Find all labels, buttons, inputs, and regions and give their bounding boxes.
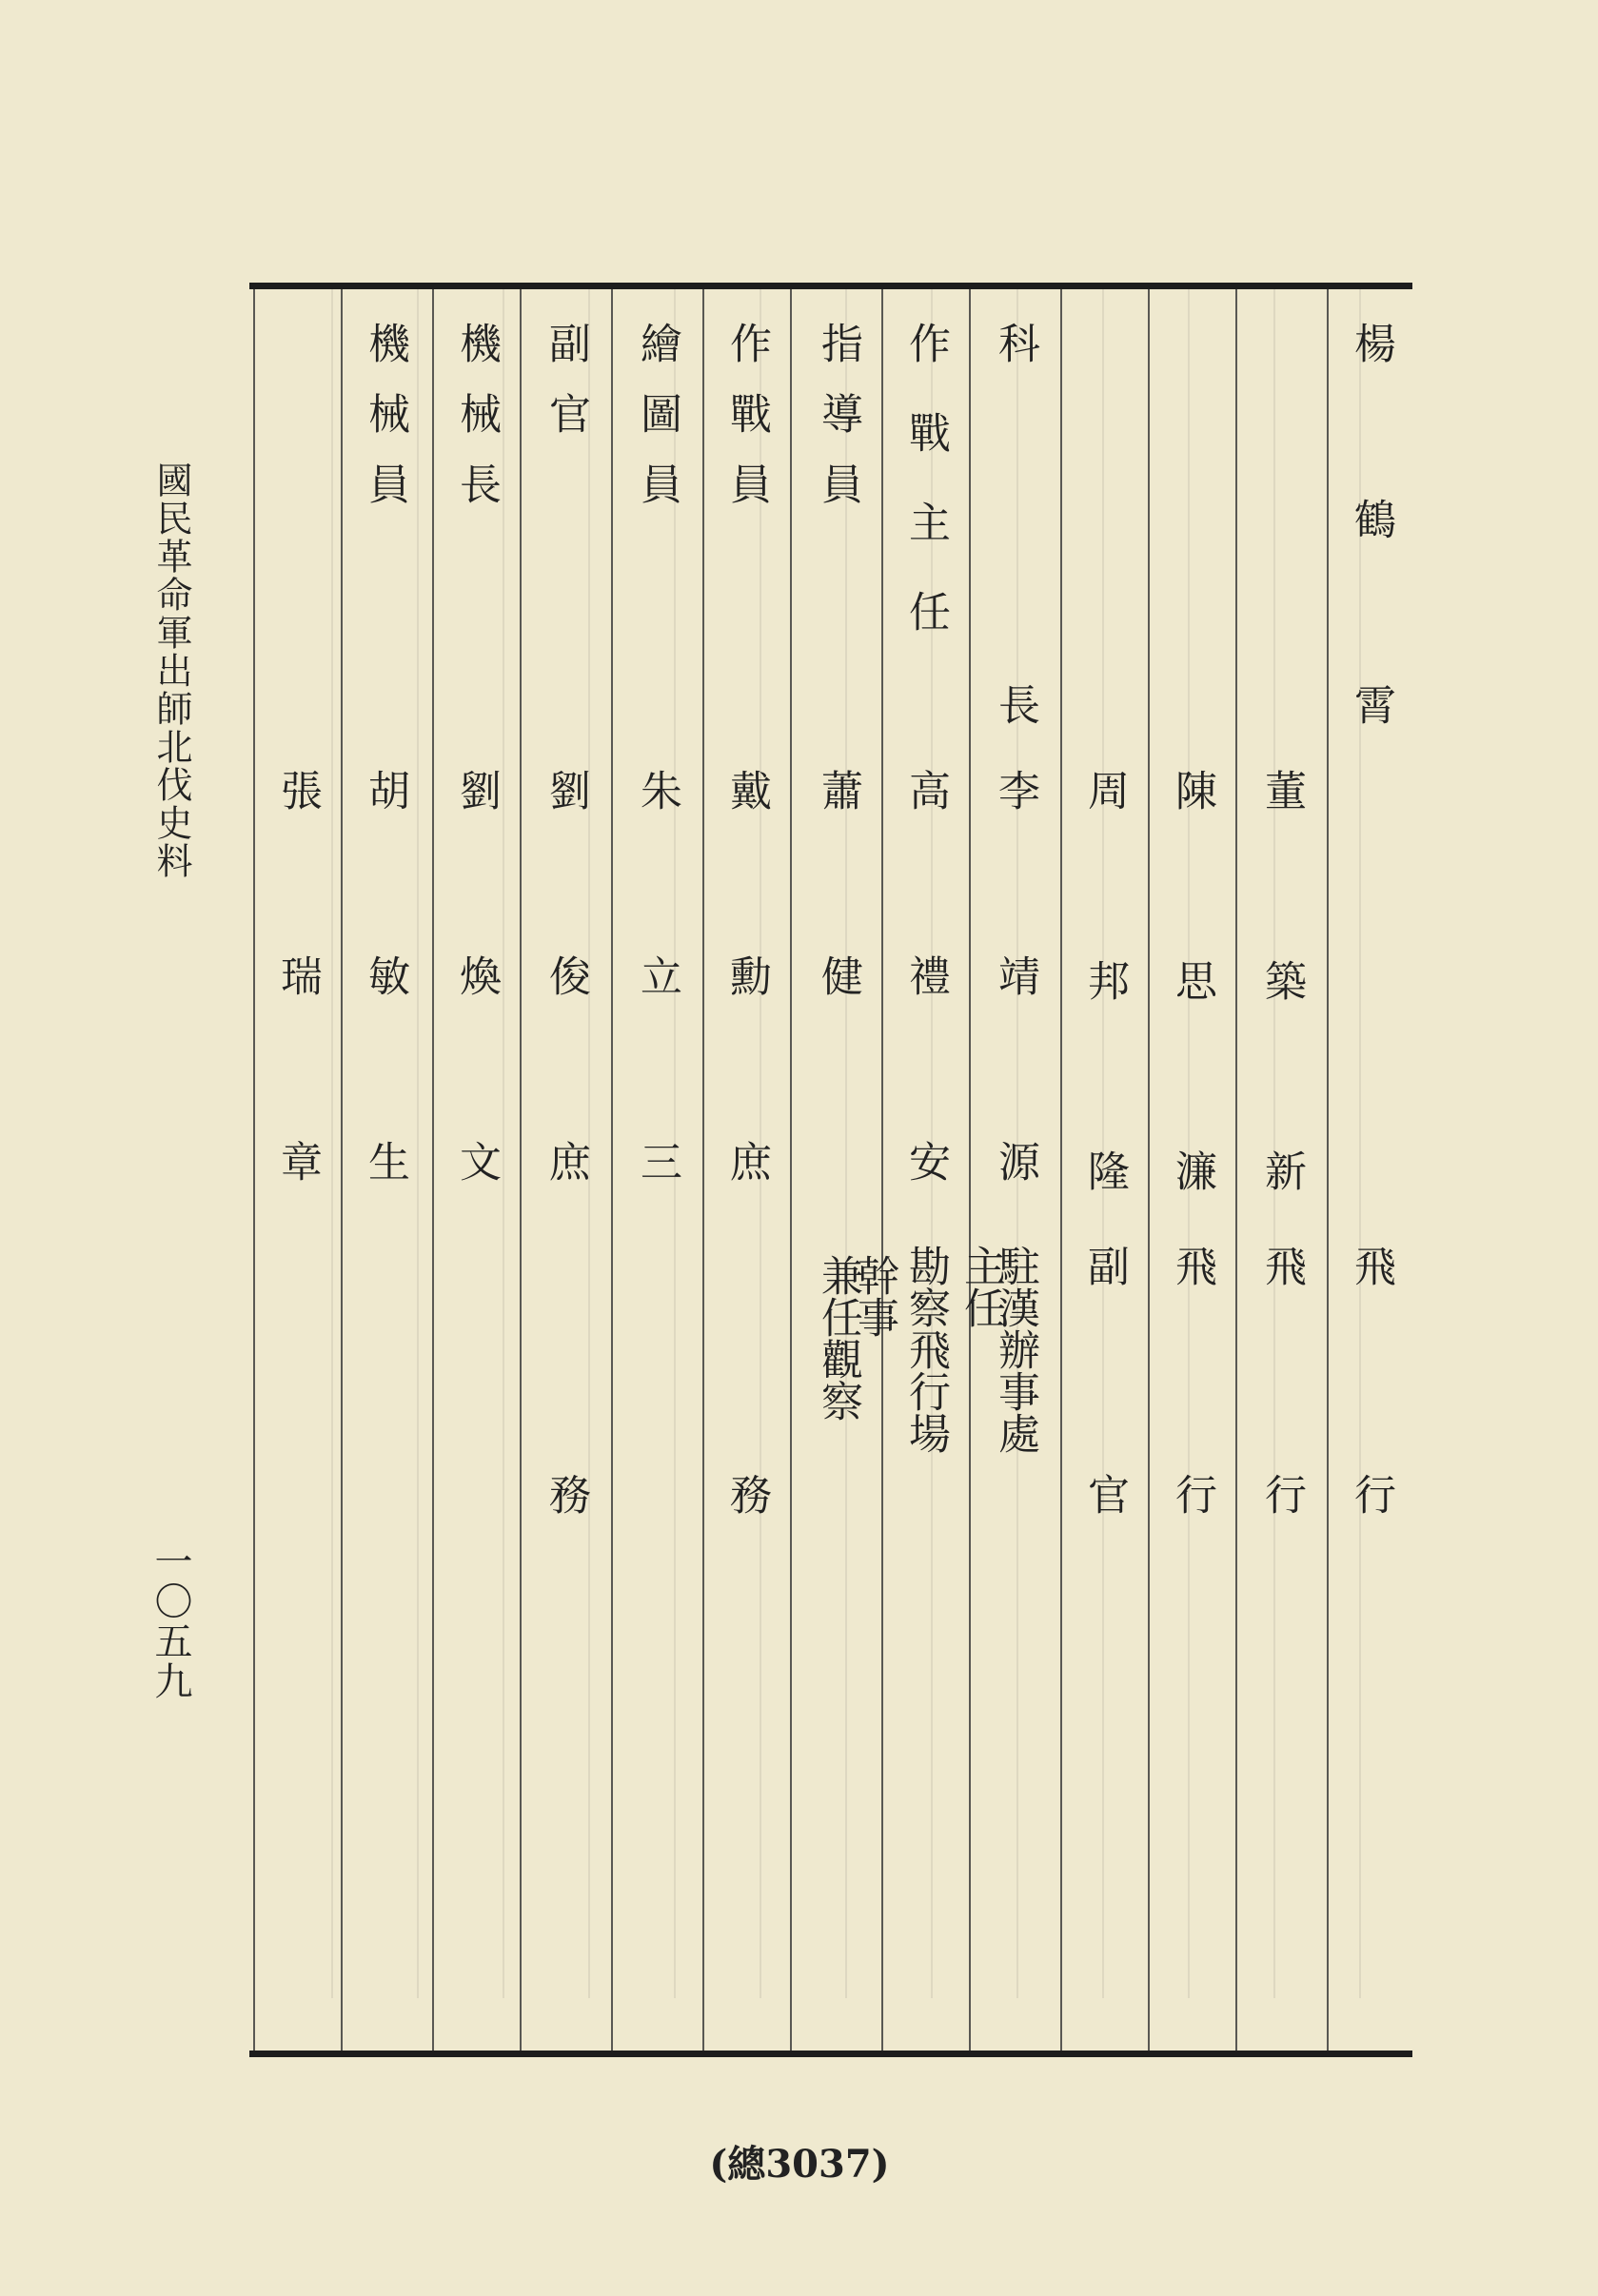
- col7-duty-2: 兼任觀察: [814, 1254, 862, 1422]
- column-divider: [432, 289, 434, 2051]
- col3-a: 陳: [1168, 769, 1216, 811]
- book-title: 國民革命軍出師北伐史料: [150, 461, 192, 880]
- col7-duty-1: 幹事: [850, 1254, 898, 1338]
- column-divider: [1148, 289, 1150, 2051]
- table-top-rule: [249, 283, 1412, 289]
- col9-title: 繪圖員: [633, 322, 681, 533]
- column-divider: [790, 289, 792, 2051]
- table-column-2: [1243, 303, 1319, 2034]
- col2-d: 飛: [1257, 1245, 1306, 1286]
- col12-title: 機械員: [361, 322, 409, 533]
- col5-duty-1: 駐漢辦事處: [991, 1245, 1039, 1454]
- table-column-13: [259, 303, 335, 2034]
- column-divider: [611, 289, 613, 2051]
- col2-e: 行: [1257, 1473, 1306, 1515]
- col6-duty: 勘察飛行場: [901, 1245, 950, 1454]
- col8-name: 戴 勳 庶: [722, 769, 771, 1229]
- table-column-4: [1066, 303, 1142, 2034]
- col10-name: 劉 俊 庶: [542, 769, 590, 1229]
- table-bottom-rule: [249, 2051, 1412, 2057]
- table-column-8: [708, 303, 784, 2034]
- table-column-10: [527, 303, 603, 2034]
- col5-duty-2: 主任: [957, 1245, 1005, 1328]
- col11-title: 機械長: [452, 322, 501, 533]
- col4-c: 隆: [1080, 1149, 1129, 1191]
- col1-e: 行: [1347, 1473, 1395, 1515]
- footer-total-page: (總3037): [709, 2142, 890, 2187]
- col10-title: 副官: [542, 322, 590, 462]
- col3-d: 飛: [1168, 1245, 1216, 1286]
- col12-name: 胡 敏 生: [361, 769, 409, 1229]
- col10-duty: 務: [542, 1473, 590, 1515]
- column-divider: [1235, 289, 1237, 2051]
- table-column-3: [1154, 303, 1230, 2034]
- col2-a: 董: [1257, 769, 1306, 811]
- col3-e: 行: [1168, 1473, 1216, 1515]
- col4-e: 官: [1080, 1473, 1129, 1515]
- col13-name: 張 瑞 章: [273, 769, 322, 1229]
- col7-title: 指導員: [814, 322, 862, 533]
- col3-c: 濂: [1168, 1149, 1216, 1191]
- col1-c: 霄: [1347, 683, 1395, 725]
- column-divider: [253, 289, 255, 2051]
- col4-d: 副: [1080, 1245, 1129, 1286]
- table-column-12: [346, 303, 423, 2034]
- col2-c: 新: [1257, 1149, 1306, 1191]
- col11-name: 劉 煥 文: [452, 769, 501, 1229]
- page-number: 一〇五九: [148, 1541, 192, 1701]
- column-divider: [341, 289, 343, 2051]
- col6-title: 作戰主任: [901, 322, 950, 679]
- col5-name: 李 靖 源: [991, 769, 1039, 1229]
- col3-b: 思: [1168, 959, 1216, 1001]
- col7-name: 蕭 健: [814, 769, 862, 1044]
- col1-b: 鶴: [1347, 498, 1395, 540]
- col5-title-1: 科: [991, 322, 1039, 363]
- table-column-7b: [799, 303, 876, 2034]
- column-divider: [702, 289, 704, 2051]
- table-column-11: [438, 303, 514, 2034]
- col4-a: 周: [1080, 769, 1129, 811]
- column-divider: [520, 289, 522, 2051]
- col8-duty: 務: [722, 1473, 771, 1515]
- col5-title-2: 長: [991, 683, 1039, 725]
- col1-a: 楊: [1347, 322, 1395, 363]
- column-divider: [1327, 289, 1329, 2051]
- table-column-9: [619, 303, 695, 2034]
- col9-name: 朱 立 三: [633, 769, 681, 1229]
- column-divider: [1060, 289, 1062, 2051]
- col6-name: 高 禮 安: [901, 769, 950, 1229]
- col1-d: 飛: [1347, 1245, 1395, 1286]
- col8-title: 作戰員: [722, 322, 771, 533]
- col4-b: 邦: [1080, 959, 1129, 1001]
- col2-b: 築: [1257, 959, 1306, 1001]
- table-column-1: [1332, 303, 1409, 2034]
